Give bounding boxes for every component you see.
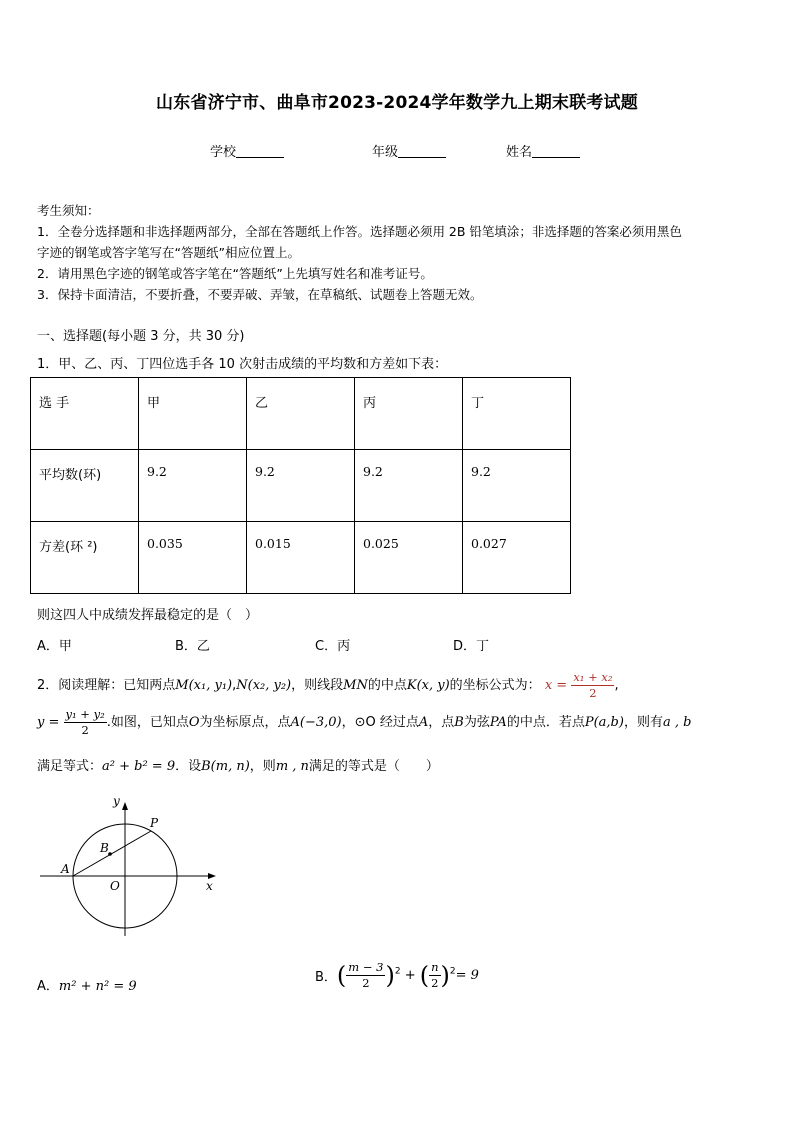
table-row: [31, 450, 571, 522]
name-blank[interactable]: [532, 145, 580, 158]
table-cell: 0.025: [355, 522, 463, 594]
table-cell: 9.2: [463, 450, 571, 522]
table-cell: 0.015: [247, 522, 355, 594]
score-table: [30, 377, 571, 594]
notice-heading: 考生须知：: [37, 203, 100, 218]
table-cell: 乙: [247, 378, 355, 450]
table-cell: 0.035: [139, 522, 247, 594]
table-cell: 丙: [355, 378, 463, 450]
y-axis-arrow: [122, 802, 128, 810]
table-cell: 选 手: [31, 378, 139, 450]
q1-option-c[interactable]: C．丙: [315, 639, 351, 654]
section-title: 一、选择题(每小题 3 分，共 30 分): [37, 329, 245, 344]
notice-item-2: 2．请用黑色字迹的钢笔或答字笔在“答题纸”上先填写姓名和准考证号。: [37, 266, 433, 281]
table-cell: 方差(环 ²): [31, 522, 139, 594]
grade-label: 年级: [372, 145, 399, 160]
label-p: P: [150, 816, 159, 830]
chord-pa: [73, 831, 151, 876]
q1-option-d[interactable]: D．丁: [453, 639, 490, 654]
label-o: O: [110, 879, 120, 893]
q2-option-b[interactable]: B．( $\frac{m - 3}{2}$ )$^2$ + ( $\frac{n}{2}$ )$^2$= 9: [315, 960, 479, 990]
notice-item-3: 3．保持卡面清洁，不要折叠，不要弄破、弄皱，在草稿纸、试题卷上答题无效。: [37, 287, 483, 302]
q1-question: 则这四人中成绩发挥最稳定的是（ ）: [37, 608, 259, 623]
table-cell: 9.2: [139, 450, 247, 522]
table-cell: 0.027: [463, 522, 571, 594]
notice-item-1-line-1: 1．全卷分选择题和非选择题两部分，全部在答题纸上作答。选择题必须用 2B 铅笔填涂；非选择题的答案必须用黑色: [37, 224, 682, 239]
label-y: y: [113, 794, 120, 808]
q2-line-3: 满足等式：a² + b² = 9．设B(m, n)，则m , n满足的等式是（ ）: [37, 759, 439, 774]
grade-field: [372, 141, 446, 160]
name-field: [506, 141, 580, 160]
table-cell: 平均数(环): [31, 450, 139, 522]
q1-stem: 1．甲、乙、丙、丁四位选手各 10 次射击成绩的平均数和方差如下表：: [37, 357, 448, 372]
table-row: [31, 378, 571, 450]
q2-line-1: 2．阅读理解：已知两点M(x₁, y₁),N(x₂, y₂)，则线段MN的中点K(x, y)的坐标公式为： x = $\frac{\text{x₁ + x₂}}{2}$ ,: [37, 670, 619, 700]
school-label: 学校: [210, 145, 237, 160]
table-cell: 9.2: [355, 450, 463, 522]
q1-option-b[interactable]: B．乙: [175, 639, 210, 654]
label-b: B: [100, 841, 109, 855]
label-a: A: [61, 862, 70, 876]
school-blank[interactable]: [236, 145, 284, 158]
formula-x: x = $\frac{\text{x₁ + x₂}}{2}$: [544, 670, 613, 700]
school-field: [210, 141, 284, 160]
name-label: 姓名: [506, 145, 533, 160]
label-x: x: [206, 879, 213, 893]
notice-item-1-line-2: 字迹的钢笔或答字笔写在“答题纸”相应位置上。: [37, 245, 300, 260]
table-cell: 9.2: [247, 450, 355, 522]
table-cell: 甲: [139, 378, 247, 450]
page-title: 山东省济宁市、曲阜市2023-2024学年数学九上期末联考试题: [156, 93, 638, 113]
table-row: [31, 522, 571, 594]
formula-y: y = $\frac{\text{y₁ + y₂}}{2}$: [37, 707, 105, 737]
circle-figure: [36, 790, 226, 940]
q2-line-2: y = $\frac{\text{y₁ + y₂}}{2}$ .如图，已知点O为坐标原点，点A(−3,0)，⊙O 经过点A，点B为弦PA的中点．若点P(a,b)，则有a , b: [37, 707, 692, 737]
grade-blank[interactable]: [398, 145, 446, 158]
q2-option-a[interactable]: A．m² + n² = 9: [37, 979, 137, 994]
table-cell: 丁: [463, 378, 571, 450]
q1-option-a[interactable]: A．甲: [37, 639, 72, 654]
